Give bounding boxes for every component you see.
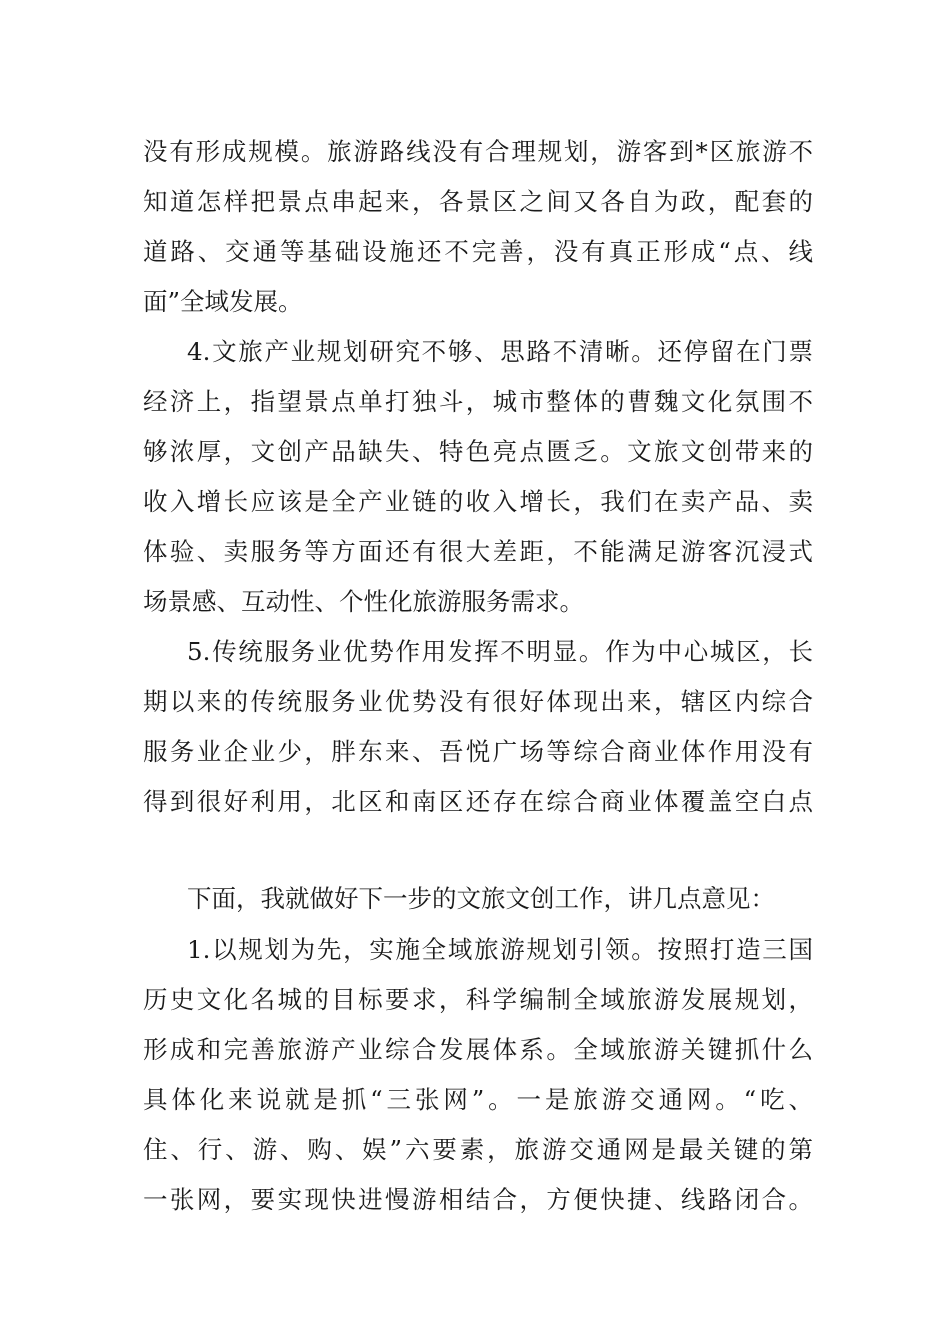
text-line: 没有形成规模。旅游路线没有合理规划，游客到*区旅游不 [143,137,813,166]
section-intro: 下面，我就做好下一步的文旅文创工作，讲几点意见： [187,884,775,913]
text-line: 一张网，要实现快进慢游相结合，方便快捷、线路闭合。 [143,1185,813,1214]
text-line: 历史文化名城的目标要求，科学编制全域旅游发展规划， [143,985,813,1014]
paragraph-heading-5: 5.传统服务业优势作用发挥不明显。作为中心城区，长 [187,637,813,666]
text-line: 得到很好利用，北区和南区还存在综合商业体覆盖空白点 [143,787,813,816]
text-line: 经济上，指望景点单打独斗，城市整体的曹魏文化氛围不 [143,387,813,416]
text-line: 具体化来说就是抓“三张网”。一是旅游交通网。“吃、 [143,1085,813,1114]
text-line: 道路、交通等基础设施还不完善，没有真正形成“点、线 [143,237,813,266]
paragraph-heading-4: 4.文旅产业规划研究不够、思路不清晰。还停留在门票 [187,337,813,366]
text-line: 知道怎样把景点串起来，各景区之间又各自为政，配套的 [143,187,813,216]
text-line: 体验、卖服务等方面还有很大差距，不能满足游客沉浸式 [143,537,813,566]
text-line: 住、行、游、购、娱”六要素，旅游交通网是最关键的第 [143,1135,813,1164]
text-line: 期以来的传统服务业优势没有很好体现出来，辖区内综合 [143,687,813,716]
text-line: 够浓厚，文创产品缺失、特色亮点匮乏。文旅文创带来的 [143,437,813,466]
text-line: 面”全域发展。 [143,287,303,316]
text-line: 场景感、互动性、个性化旅游服务需求。 [143,587,584,616]
text-line: 服务业企业少，胖东来、吾悦广场等综合商业体作用没有 [143,737,813,766]
text-line: 收入增长应该是全产业链的收入增长，我们在卖产品、卖 [143,487,813,516]
paragraph-heading-1: 1.以规划为先，实施全域旅游规划引领。按照打造三国 [187,935,813,964]
text-line: 形成和完善旅游产业综合发展体系。全域旅游关键抓什么 [143,1035,813,1064]
